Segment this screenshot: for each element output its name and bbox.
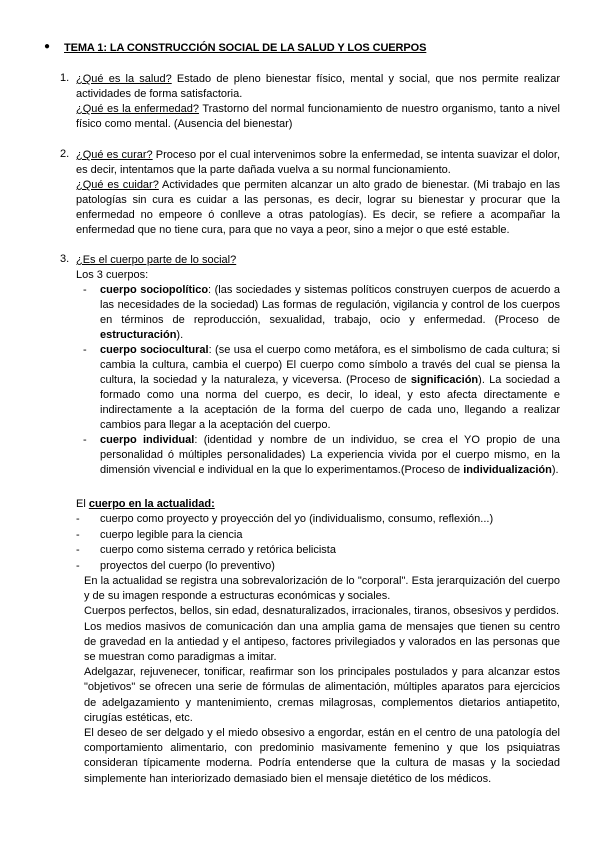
paragraph: Cuerpos perfectos, bellos, sin edad, desnaturalizados, irracionales, tiranos, obsesivos y perdidos. [84,605,560,618]
paragraph-curar [76,148,560,178]
list-item: - cuerpo sociopolítico: (las sociedades y sistemas políticos construyen cuerpos de acuerdo a las necesidades de la sociedad) Las formas de regulación, vigilancia y control de los cuerpos en términos de reproducción, sexualidad, trabajo, ocio y enfermedad. (Proceso de estructuración). [83,284,560,341]
bullet-icon: ● [44,41,51,52]
list-item: - cuerpo sociocultural: (se usa el cuerpo como metáfora, es el simbolismo de cada cultura; si cambia la cultura, cambia el cuerpo) El cuerpo como símbolo a través del cual se piensa la cultura, la sociedad y la naturaleza, y viceversa. (Proceso de significación). La sociedad a formado como una norma del cuerpo, es decir, lo ideal, y esto afecta directamente e indirectamente a la aceptación de la forma del cuerpo de cada uno, llegando a realizar cambios para llegar a la aceptación del cuerpo. [83,344,561,431]
paragraph: El deseo de ser delgado y el miedo obsesivo a engordar, están en el centro de una patología del comportamiento alimentario, con predominio masivamente femenino y que los psiquiatras consideran típicamente moderna. Podría entenderse que la cultura de masas y la sociedad simplemente han interiorizado demasiado bien el mensaje dietético de los médicos. [84,727,560,785]
term-individual: cuerpo individual [100,434,195,446]
answer-cuidar: Actividades que permiten alcanzar un alto grado de bienestar. (Mi trabajo en las patologías sin cura es cuidar a las personas, es decir, lograr su bienestar y procurar que la enfermedad no empeore ó conlleve a otras patologías). Es decir, se refiere a acompañar la enfermedad que no tiene cura, para que no vaya a peor, sino a mejor o que esté estable. [76,179,561,236]
list-item: - cuerpo como proyecto y proyección del yo (individualismo, consumo, reflexión...) [76,513,494,525]
section-number: 2. [60,148,70,160]
term-sociocultural: cuerpo sociocultural [100,344,209,356]
question-curar: ¿Qué es curar? [76,149,153,161]
actualidad-block [76,497,560,787]
term-sociopolitico: cuerpo sociopolítico [100,284,209,296]
paragraph: Los medios masivos de comunicación dan una amplia gama de mensajes que tienen su centro de gravedad en la antiedad y el antipeso, factores privilegiados y valorados en las personas que se muestran como paradigmas a imitar. [84,620,560,664]
paragraph: Adelgazar, rejuvenecer, tonificar, reafirmar son los principales postulados y para alcanzar estos "objetivos" se ofrecen una serie de fórmulas de alimentación, múltiples aparatos para ejercicios de adelgazamiento y mantenimiento, cremas milagrosas, complementos dietarios antiapetito, cirugías estéticas, etc. [84,666,560,724]
paragraph-cuidar [76,178,560,238]
process-significacion: significación [410,374,479,386]
list-item: - cuerpo legible para la ciencia [76,528,243,541]
actualidad-list [76,512,560,574]
question-enfermedad: ¿Qué es la enfermedad? [76,103,200,115]
three-bodies-list [76,283,560,478]
actualidad-heading: El cuerpo en la actualidad: [76,498,215,510]
paragraph-enfermedad [76,102,560,132]
actualidad-paragraphs [76,574,560,787]
list-item: - cuerpo individual: (identidad y nombre de un individuo, se crea el YO propio de una personalidad ó múltiples personalidades) La experiencia vivida por el cuerpo mismo, en la dimensión vivencial e individual en la que lo experimentamos.(Proceso de individualización). [83,434,560,476]
three-bodies-intro: Los 3 cuerpos: [76,269,149,281]
answer-salud: Estado de pleno bienestar físico, mental y social, que nos permite realizar actividades de forma satisfactoria. [76,73,560,100]
paragraph-salud [76,72,560,102]
section-number: 1. [60,72,70,84]
paragraph: En la actualidad se registra una sobrevalorización de lo "corporal". Esta jerarquización del cuerpo y de su imagen responde a estructuras económicas y sociales. [84,575,560,603]
list-item: - cuerpo como sistema cerrado y retórica belicista [76,544,336,556]
process-individualizacion: individualización [463,464,552,476]
section-number: 3. [60,253,70,265]
page-title: TEMA 1: LA CONSTRUCCIÓN SOCIAL DE LA SALUD Y LOS CUERPOS [64,42,427,54]
process-estructuracion: estructuración [100,329,177,341]
question-cuidar: ¿Qué es cuidar? [76,179,159,191]
question-cuerpo-social: ¿Es el cuerpo parte de lo social? [76,254,237,266]
question-salud: ¿Qué es la salud? [76,73,172,85]
answer-curar: Proceso por el cual intervenimos sobre la enfermedad, se intenta suavizar el dolor, es decir, intentamos que la parte dañada vuelva a su normal funcionamiento. [76,149,561,176]
answer-enfermedad: Trastorno del normal funcionamiento de nuestro organismo, tanto a nivel físico como mental. (Ausencia del bienestar) [76,103,560,130]
list-item: - proyectos del cuerpo (lo preventivo) [76,559,275,572]
